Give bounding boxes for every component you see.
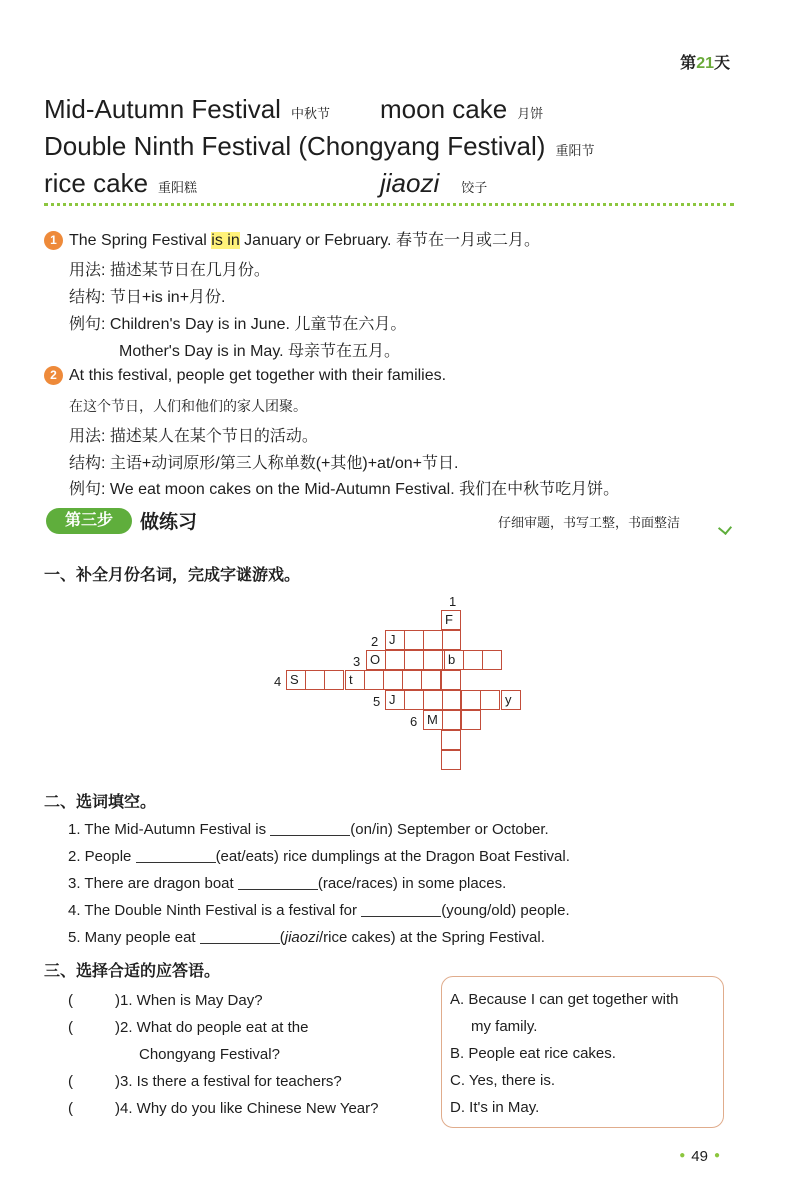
usage-line: 用法: 描述某人在某个节日的活动。 [69,428,318,445]
question-item: ( )3. Is there a festival for teachers? [68,1073,342,1090]
option-c: C. Yes, there is. [450,1072,556,1089]
question-item: ( )2. What do people eat at the [68,1019,309,1036]
crossword-cell[interactable]: J [385,630,405,650]
clue-number: 6 [410,714,418,729]
crossword-cell[interactable] [463,650,483,670]
crossword-cell[interactable]: O [366,650,386,670]
step-title: 做练习 [140,512,198,533]
clue-number: 1 [449,594,457,609]
example-line: Mother's Day is in May. 母亲节在五月。 [119,341,401,360]
question-item-continued: Chongyang Festival? [139,1046,280,1063]
answer-blank[interactable] [238,875,318,890]
crossword-cell[interactable] [441,690,461,710]
crossword-cell[interactable]: M [423,710,443,730]
crossword-cell[interactable] [423,690,443,710]
fill-blank-item: 2. People (eat/eats) rice dumplings at the Dragon Boat Festival. [68,848,570,865]
step-pill: 第三步 [46,508,132,534]
crossword-cell[interactable] [441,750,461,770]
crossword-cell[interactable] [461,710,481,730]
crossword-cell[interactable] [441,710,461,730]
vocab-item: jiaozi 饺子 [380,168,488,198]
vocab-item: moon cake 月饼 [380,94,544,124]
crossword-cell[interactable]: y [501,690,521,710]
example-line: 例句: We eat moon cakes on the Mid-Autumn Festival. 我们在中秋节吃月饼。 [69,479,620,498]
page-number: ● 49 ● [679,1148,720,1165]
fill-blank-item: 1. The Mid-Autumn Festival is (on/in) September or October. [68,821,549,838]
fill-blank-item: 4. The Double Ninth Festival is a festival for (young/old) people. [68,902,570,919]
dot-icon: ● [713,1150,720,1161]
clue-number: 4 [274,674,282,689]
vocab-item: Mid-Autumn Festival 中秋节 [44,94,330,124]
crossword-cell[interactable] [404,650,424,670]
crossword-cell[interactable] [423,630,443,650]
crossword-cell[interactable] [441,670,461,690]
crossword-cell[interactable] [441,630,461,650]
section-2-title: 二、选词填空。 [44,794,157,811]
crossword-cell[interactable]: t [345,670,365,690]
vocab-item: Double Ninth Festival (Chongyang Festival) 重阳节 [44,131,595,161]
fill-blank-item: 3. There are dragon boat (race/races) in some places. [68,875,507,892]
crossword-cell[interactable] [461,690,481,710]
question-item: ( )1. When is May Day? [68,992,263,1009]
point-1-sentence: 1 The Spring Festival is in January or February. 春节在一月或二月。 [44,227,540,250]
crossword-cell[interactable] [404,690,424,710]
crossword-cell[interactable]: F [441,610,461,630]
crossword-cell[interactable] [383,670,403,690]
option-a-continued: my family. [471,1018,538,1035]
clue-number: 5 [373,694,381,709]
crossword-cell[interactable] [364,670,384,690]
highlight: is in [211,232,240,249]
crossword-cell[interactable] [305,670,325,690]
crossword-cell[interactable] [385,650,405,670]
crossword-cell[interactable] [482,650,502,670]
section-3-title: 三、选择合适的应答语。 [44,963,221,980]
option-d: D. It's in May. [450,1099,540,1116]
vocab-item: rice cake 重阳糕 [44,168,198,198]
section-1-title: 一、补全月份名词，完成字谜游戏。 [44,567,301,584]
number-badge: 1 [44,231,63,250]
dot-icon: ● [679,1150,686,1161]
fill-blank-item: 5. Many people eat (jiaozi/rice cakes) at the Spring Festival. [68,929,545,946]
crossword-cell[interactable] [404,630,424,650]
day-number: 21 [696,55,714,72]
crossword-cell[interactable] [324,670,344,690]
option-a: A. Because I can get together with [450,991,679,1008]
crossword-cell[interactable] [402,670,422,690]
answer-blank[interactable] [200,929,280,944]
day-label: 第21天 [680,55,730,72]
clue-number: 2 [371,634,379,649]
answer-blank[interactable] [270,821,350,836]
crossword-cell[interactable] [423,650,443,670]
clue-number: 3 [353,654,361,669]
crossword-cell[interactable] [480,690,500,710]
crossword-cell[interactable]: J [385,690,405,710]
structure-line: 结构: 主语+动词原形/第三人称单数(+其他)+at/on+节日. [69,455,459,472]
answer-blank[interactable] [361,902,441,917]
option-b: B. People eat rice cakes. [450,1045,616,1062]
crossword-cell[interactable] [421,670,441,690]
crossword-cell[interactable] [441,730,461,750]
question-item: ( )4. Why do you like Chinese New Year? [68,1100,379,1117]
crossword-cell[interactable]: S [286,670,306,690]
point-2-sentence: 2 At this festival, people get together with their families. [44,366,446,385]
number-badge: 2 [44,366,63,385]
example-line: 例句: Children's Day is in June. 儿童节在六月。 [69,314,407,333]
answer-blank[interactable] [136,848,216,863]
structure-line: 结构: 节日+is in+月份. [69,289,226,306]
crossword-cell[interactable]: b [444,650,464,670]
motto: 仔细审题，书写工整，书面整洁 [498,516,681,531]
usage-line: 用法: 描述某节日在几月份。 [69,262,270,279]
point-2-translation: 在这个节日，人们和他们的家人团聚。 [69,399,307,415]
